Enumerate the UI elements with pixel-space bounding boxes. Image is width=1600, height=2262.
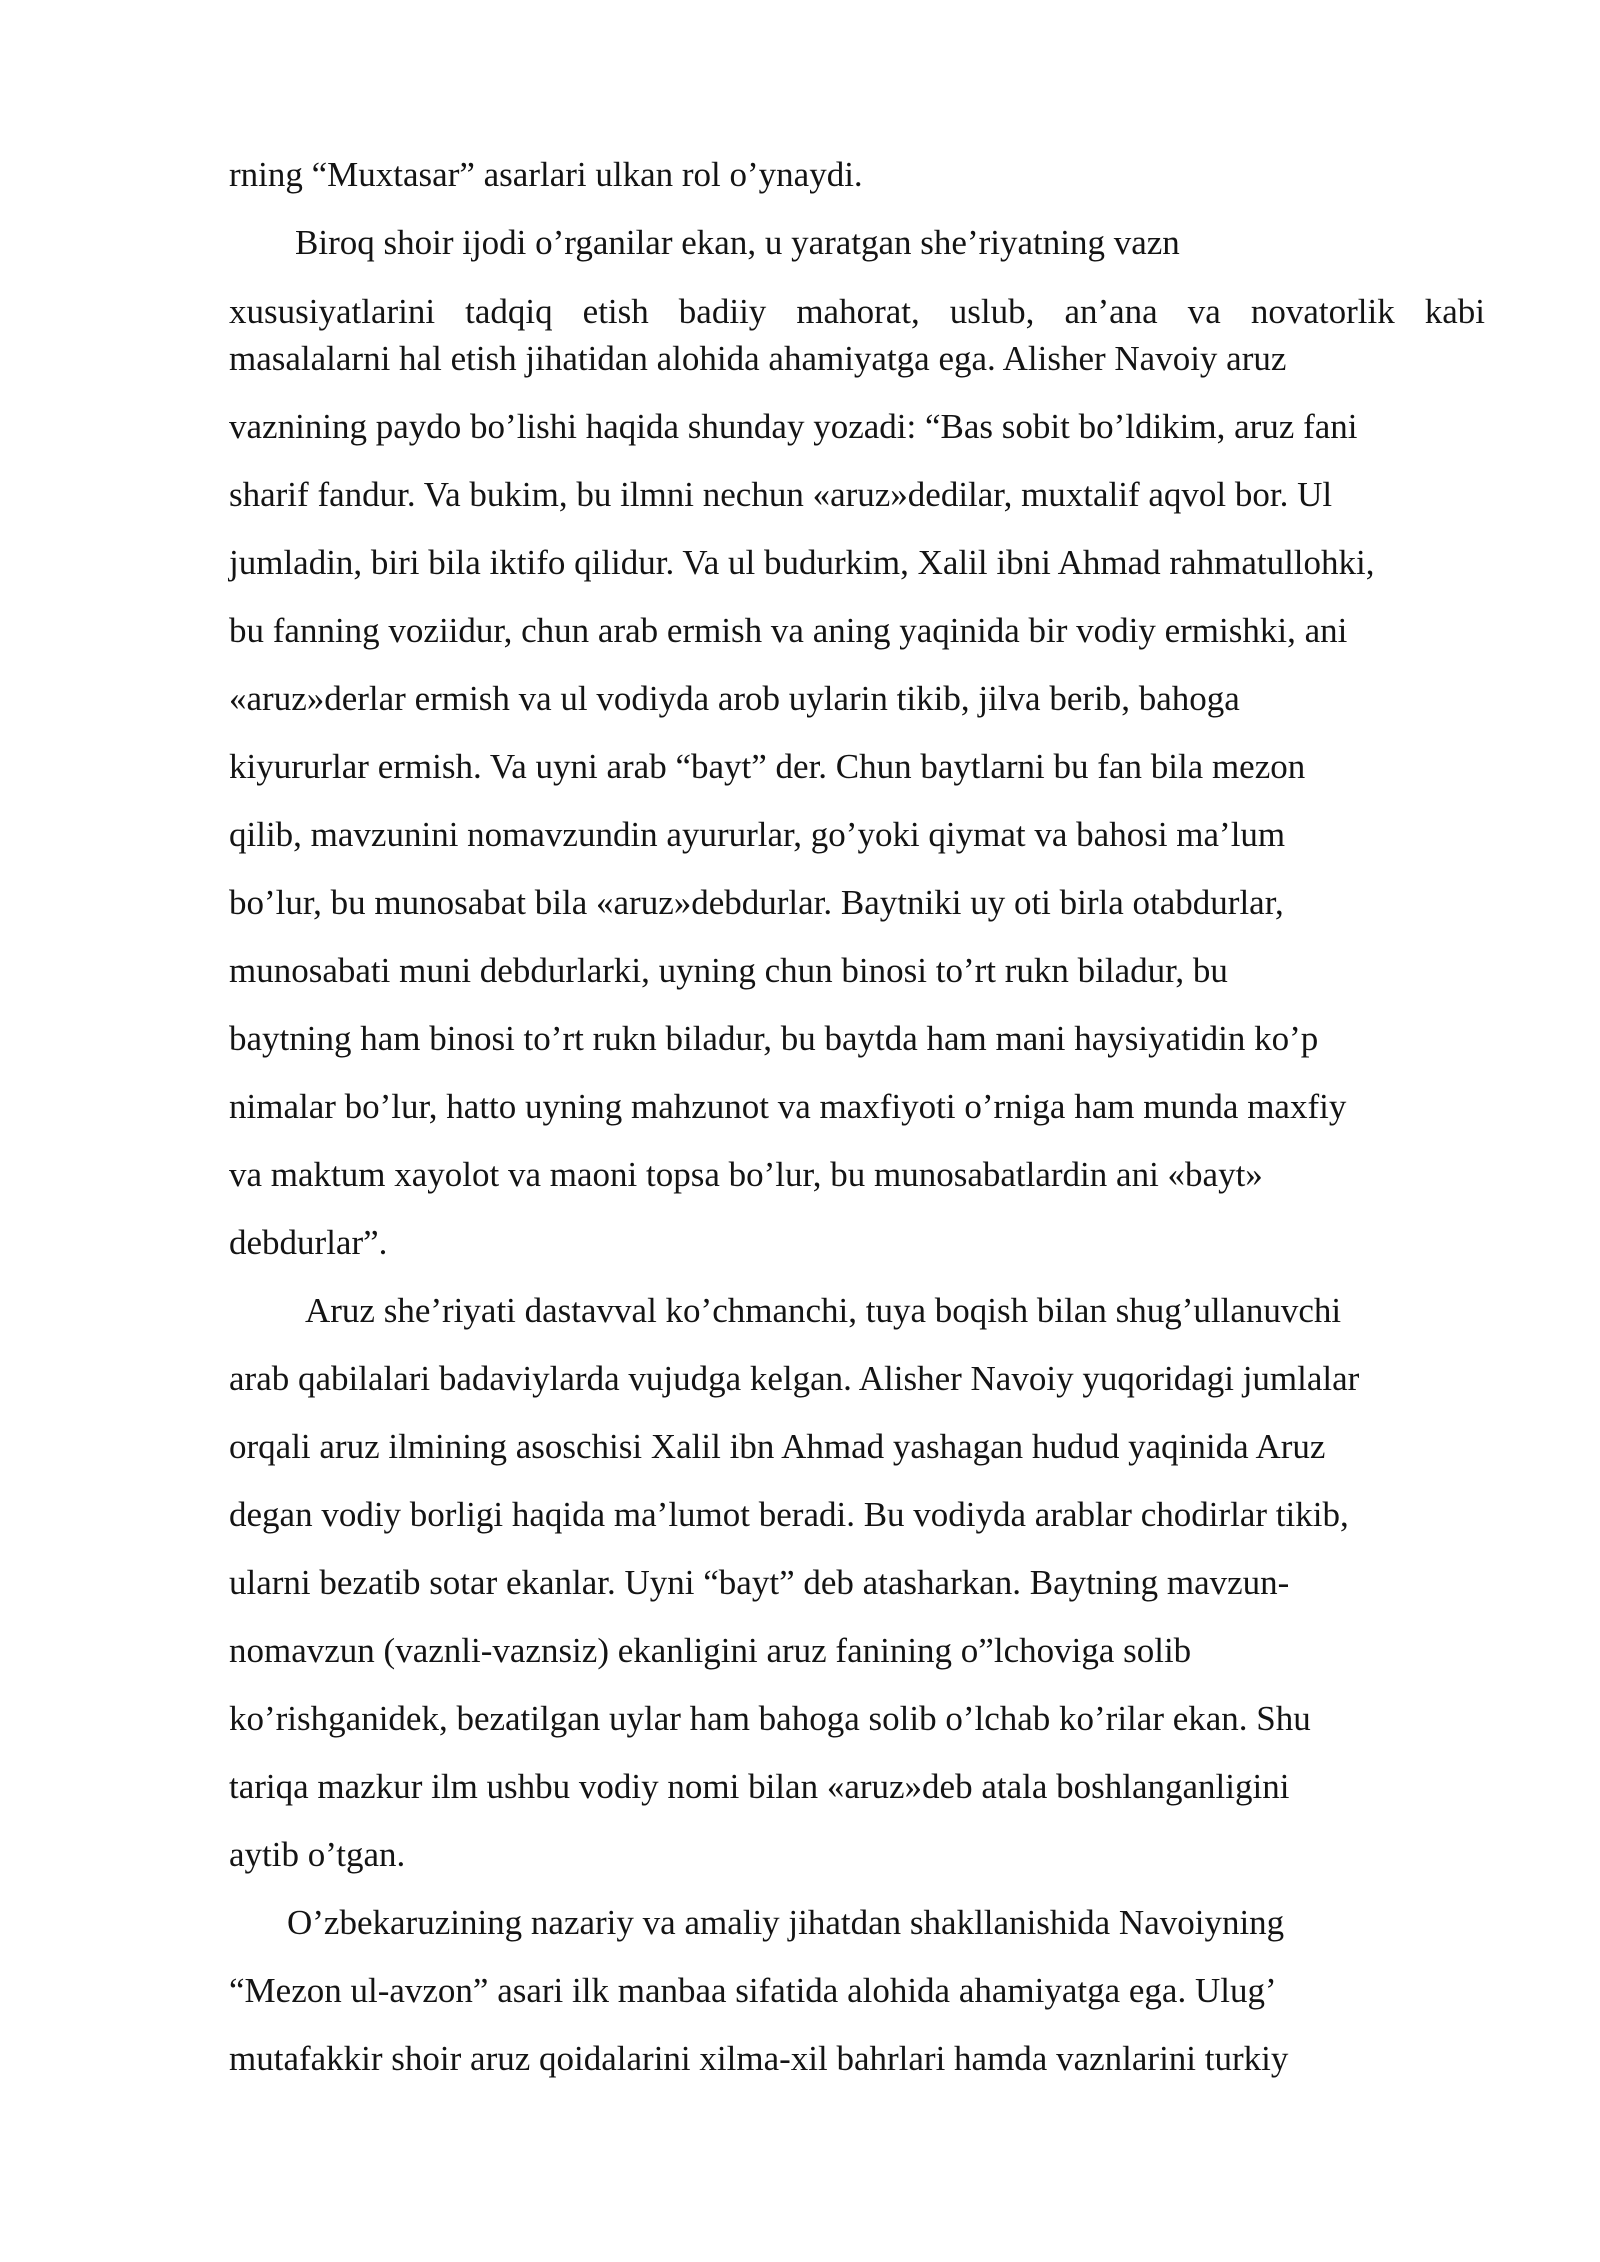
text-line: rning “Muxtasar” asarlari ulkan rol o’ynaydi. (229, 155, 863, 194)
text-line: va maktum xayolot va maoni topsa bo’lur, bu munosabatlardin ani «bayt» (229, 1155, 1263, 1194)
text-line: “Mezon ul-avzon” asari ilk manbaa sifatida alohida ahamiyatga ega. Ulug’ (229, 1971, 1277, 2010)
text-line: munosabati muni debdurlarki, uyning chun binosi to’rt rukn biladur, bu (229, 951, 1228, 990)
text-line: baytning ham binosi to’rt rukn biladur, bu baytda ham mani haysiyatidin ko’p (229, 1019, 1319, 1058)
text-line: bu fanning voziidur, chun arab ermish va aning yaqinida bir vodiy ermishki, ani (229, 611, 1348, 650)
text-line: aytib o’tgan. (229, 1835, 406, 1874)
text-line: jumladin, biri bila iktifo qilidur. Va ul budurkim, Xalil ibni Ahmad rahmatullohki, (229, 543, 1375, 582)
text-line: masalalarni hal etish jihatidan alohida ahamiyatga ega. Alisher Navoiy aruz (229, 339, 1287, 378)
text-line: xususiyatlarini tadqiq etish badiiy mahorat, uslub, an’ana va novatorlik kabi (229, 292, 1485, 331)
text-line: debdurlar”. (229, 1223, 388, 1262)
text-line: Aruz she’riyati dastavval ko’chmanchi, tuya boqish bilan shug’ullanuvchi (305, 1291, 1342, 1330)
text-line: nomavzun (vaznli-vaznsiz) ekanligini aruz fanining o”lchoviga solib (229, 1631, 1192, 1670)
text-line: ko’rishganidek, bezatilgan uylar ham bahoga solib o’lchab ko’rilar ekan. Shu (229, 1699, 1311, 1738)
text-line: nimalar bo’lur, hatto uyning mahzunot va maxfiyoti o’rniga ham munda maxfiy (229, 1087, 1347, 1126)
text-line: Biroq shoir ijodi o’rganilar ekan, u yaratgan she’riyatning vazn (295, 223, 1180, 262)
text-line: sharif fandur. Va bukim, bu ilmni nechun «aruz»dedilar, muxtalif aqvol bor. Ul (229, 475, 1333, 514)
text-line: bo’lur, bu munosabat bila «aruz»debdurlar. Baytniki uy oti birla otabdurlar, (229, 883, 1284, 922)
text-line: arab qabilalari badaviylarda vujudga kelgan. Alisher Navoiy yuqoridagi jumlalar (229, 1359, 1360, 1398)
text-line: ularni bezatib sotar ekanlar. Uyni “bayt” deb atasharkan. Baytning mavzun- (229, 1563, 1290, 1602)
text-line: «aruz»derlar ermish va ul vodiyda arob uylarin tikib, jilva berib, bahoga (229, 679, 1240, 718)
text-line: orqali aruz ilmining asoschisi Xalil ibn Ahmad yashagan hudud yaqinida Aruz (229, 1427, 1326, 1466)
text-line: mutafakkir shoir aruz qoidalarini xilma-xil bahrlari hamda vaznlarini turkiy (229, 2039, 1289, 2078)
text-line: O’zbekaruzining nazariy va amaliy jihatdan shakllanishida Navoiyning (287, 1903, 1285, 1942)
text-line: tariqa mazkur ilm ushbu vodiy nomi bilan «aruz»deb atala boshlanganligini (229, 1767, 1290, 1806)
text-line: degan vodiy borligi haqida ma’lumot beradi. Bu vodiyda arablar chodirlar tikib, (229, 1495, 1349, 1534)
text-line: qilib, mavzunini nomavzundin ayururlar, go’yoki qiymat va bahosi ma’lum (229, 815, 1286, 854)
text-line: kiyururlar ermish. Va uyni arab “bayt” der. Chun baytlarni bu fan bila mezon (229, 747, 1306, 786)
text-line: vaznining paydo bo’lishi haqida shunday yozadi: “Bas sobit bo’ldikim, aruz fani (229, 407, 1358, 446)
